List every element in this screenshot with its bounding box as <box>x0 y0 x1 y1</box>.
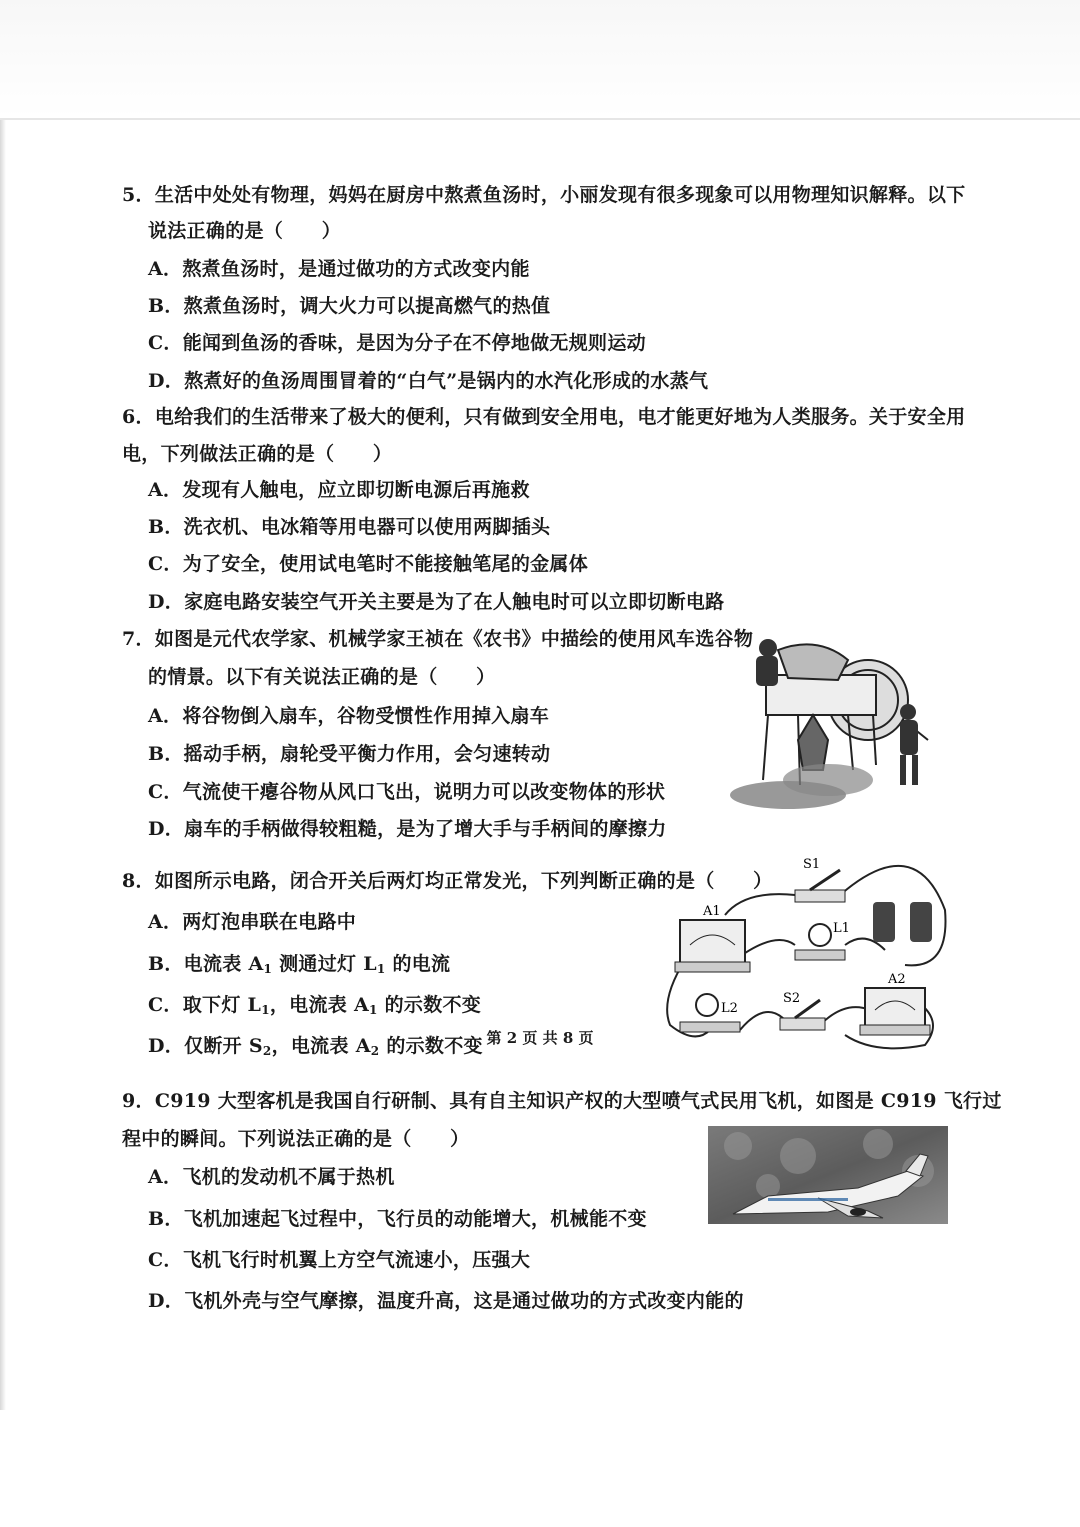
label-a1: A1 <box>703 904 721 919</box>
label-l2: L2 <box>721 1001 738 1016</box>
q9-option-d: D．飞机外壳与空气摩擦，温度升高，这是通过做功的方式改变内能的 <box>148 1290 744 1312</box>
q6-option-c: C．为了安全，使用试电笔时不能接触笔尾的金属体 <box>148 553 589 575</box>
page-number-footer: 第 2 页 共 8 页 <box>486 1029 594 1047</box>
label-s1: S1 <box>803 857 821 872</box>
circuit-figure <box>655 850 955 1055</box>
q9-stem-line2: 程中的瞬间。下列说法正确的是（ ） <box>122 1128 470 1150</box>
q6-option-b: B．洗衣机、电冰箱等用电器可以使用两脚插头 <box>148 516 551 538</box>
q7-option-c: C．气流使干瘪谷物从风口飞出，说明力可以改变物体的形状 <box>148 781 666 803</box>
q6-option-a: A．发现有人触电，应立即切断电源后再施救 <box>148 479 530 501</box>
q7-stem-line1: 7．如图是元代农学家、机械学家王祯在《农书》中描绘的使用风车选谷物 <box>122 628 754 650</box>
label-s2: S2 <box>783 991 801 1006</box>
switch-s1 <box>795 870 845 902</box>
q7-stem-line2: 的情景。以下有关说法正确的是（ ） <box>148 666 496 688</box>
q9-option-c: C．飞机飞行时机翼上方空气流速小，压强大 <box>148 1249 531 1271</box>
q9-stem-line1: 9．C919 大型客机是我国自行研制、具有自主知识产权的大型喷气式民用飞机，如图是 C919 飞行过 <box>122 1090 1002 1112</box>
page-edge <box>0 118 1080 120</box>
q6-stem-line2: 电，下列做法正确的是（ ） <box>122 443 393 465</box>
q8-option-c: C．取下灯 $L_1$，电流表 $A_1$ 的示数不变 <box>148 994 482 1017</box>
q7-option-d: D．扇车的手柄做得较粗糙，是为了增大手与手柄间的摩擦力 <box>148 818 667 840</box>
q5-option-d: D．熬煮好的鱼汤周围冒着的“白气”是锅内的水汽化形成的水蒸气 <box>148 370 709 392</box>
q5-option-b: B．熬煮鱼汤时，调大火力可以提高燃气的热值 <box>148 295 551 317</box>
q5-stem-line2: 说法正确的是（ ） <box>148 220 342 242</box>
q8-option-d: D．仅断开 $S_2$，电流表 $A_2$ 的示数不变 <box>148 1035 483 1058</box>
q5-stem-line1: 5．生活中处处有物理，妈妈在厨房中熬煮鱼汤时，小丽发现有很多现象可以用物理知识解释。以下 <box>122 184 966 206</box>
q5-option-a: A．熬煮鱼汤时，是通过做功的方式改变内能 <box>148 258 530 280</box>
q5-option-c: C．能闻到鱼汤的香味，是因为分子在不停地做无规则运动 <box>148 332 646 354</box>
q8-option-a: A．两灯泡串联在电路中 <box>148 911 357 933</box>
battery-icon <box>873 902 932 942</box>
q6-option-d: D．家庭电路安装空气开关主要是为了在人触电时可以立即切断电路 <box>148 591 725 613</box>
scan-top-margin <box>0 0 1080 118</box>
label-l1: L1 <box>833 921 850 936</box>
q8-stem: 8．如图所示电路，闭合开关后两灯均正常发光，下列判断正确的是（ ） <box>122 870 773 892</box>
ammeter-a1 <box>675 920 750 972</box>
q6-stem-line1: 6．电给我们的生活带来了极大的便利，只有做到安全用电，电才能更好地为人类服务。关于安全用 <box>122 406 966 428</box>
scan-left-shade <box>0 120 6 1410</box>
q9-option-b: B．飞机加速起飞过程中，飞行员的动能增大，机械能不变 <box>148 1208 647 1230</box>
q8-option-b: B．电流表 $A_1$ 测通过灯 $L_1$ 的电流 <box>148 953 451 976</box>
q9-option-a: A．飞机的发动机不属于热机 <box>148 1166 395 1188</box>
q7-option-a: A．将谷物倒入扇车，谷物受惯性作用掉入扇车 <box>148 705 550 727</box>
q7-option-b: B．摇动手柄，扇轮受平衡力作用，会匀速转动 <box>148 743 551 765</box>
c919-aircraft-photo <box>708 1126 948 1224</box>
label-a2: A2 <box>888 972 906 987</box>
winnowing-machine-figure <box>728 630 943 810</box>
